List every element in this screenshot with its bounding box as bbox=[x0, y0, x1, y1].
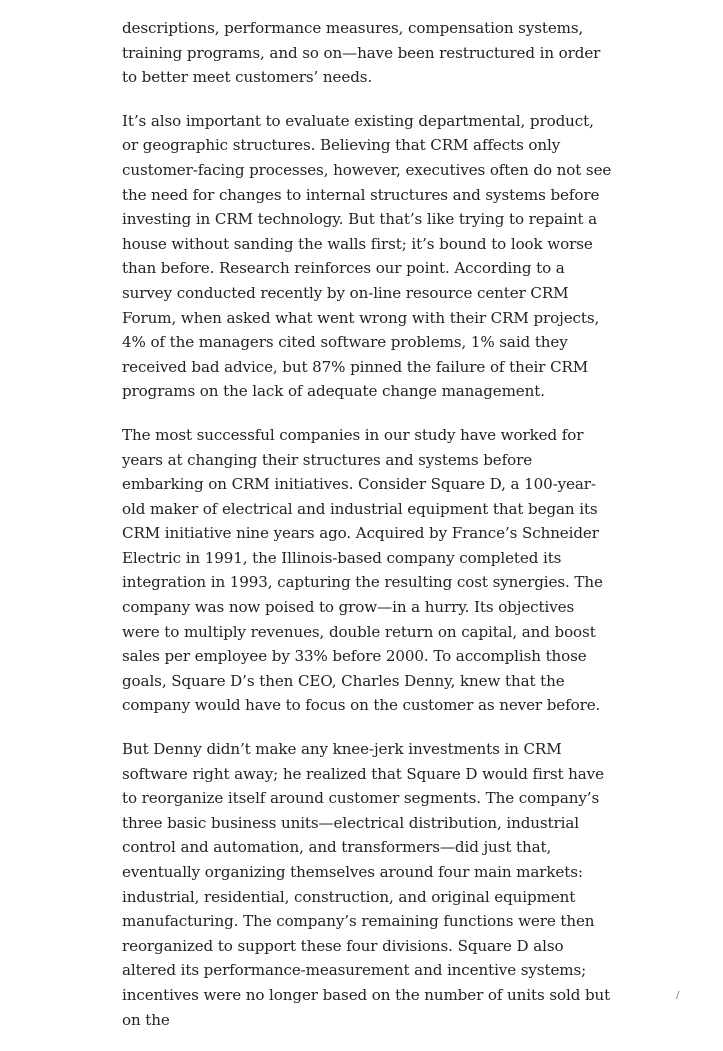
page-mark: / bbox=[676, 990, 680, 1001]
paragraph-4: But Denny didn’t make any knee-jerk investments in CRM software right away; he realized that Square D would first have to reorganize itself around customer segments. The company’s three basic business units—electrical distribution, industrial control and automation, and transformers—did just that, eventually organizing themselves around four main markets: industrial, residential, construction, and original equipment manufacturing. The company’s remaining functions were then reorganized to support these four divisions. Square D also altered its performance-measurement and incentive systems; incentives were no longer based on the number of units sold but on the bbox=[122, 740, 611, 1029]
paragraph-1: descriptions, performance measures, compensation systems, training programs, and so on—have been restructured in order to better meet customers’ needs. bbox=[122, 19, 601, 87]
paragraph-3: The most successful companies in our study have worked for years at changing their structures and systems before embarking on CRM initiatives. Consider Square D, a 100-year-old maker of electrical and industrial equipment that began its CRM initiative nine years ago. Acquired by France’s Schneider Electric in 1991, the Illinois-based company completed its integration in 1993, capturing the resulting cost synergies. The company was now poised to grow—in a hurry. Its objectives were to multiply revenues, double return on capital, and boost sales per employee by 33% before 2000. To accomplish those goals, Square D’s then CEO, Charles Denny, knew that the company would have to focus on the customer as never before. bbox=[122, 425, 603, 715]
paragraph-2: It’s also important to evaluate existing departmental, product, or geographic structures. Believing that CRM affects only customer-facing processes, however, executives often do not see the need for changes to internal structures and systems before investing in CRM technology. But that’s like trying to repaint a house without sanding the walls first; it’s bound to look worse than before. Research reinforces our point. According to a survey conducted recently by on-line resource center CRM Forum, when asked what went wrong with their CRM projects, 4% of the managers cited software problems, 1% said they received bad advice, but 87% pinned the failure of their CRM programs on the lack of adequate change management. bbox=[122, 111, 612, 401]
article-body bbox=[122, 16, 612, 1051]
